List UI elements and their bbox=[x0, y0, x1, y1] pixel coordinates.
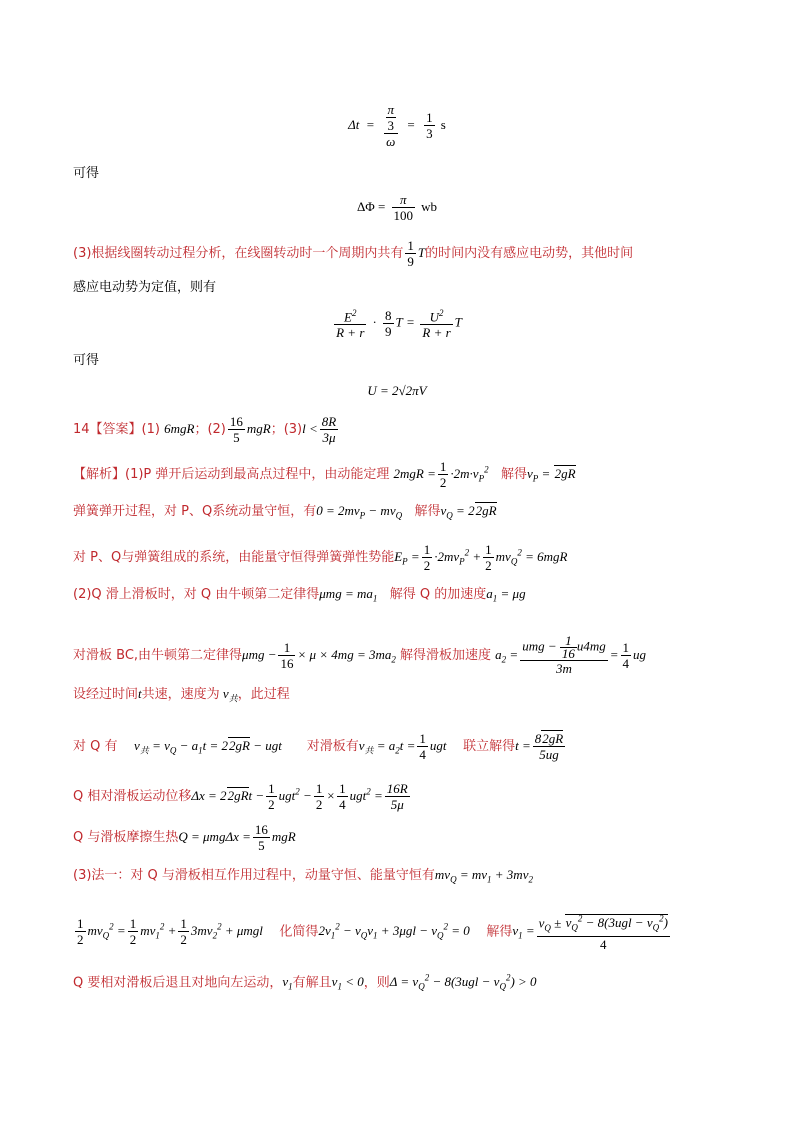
analysis-line-7: 对 Q 有 $v_共 = v_Q - a_1t = 22gR$ − ugt 对滑板有$v_共 = a_2t$ = $\frac{1}{4}$ ugt 联立解得t = $\frac{82gR}{5ug}$ bbox=[73, 731, 564, 762]
analysis-line-4: (2)Q 滑上滑板时，对 Q 由牛顿第二定律得$\mu mg = ma_1$ 解得 Q 的加速度$a_1 = \mu g$ bbox=[73, 586, 526, 604]
paragraph-part-3: (3)根据线圈转动过程分析，在线圈转动时一个周期内共有 $\frac{1}{9}$ T的时间内没有感应电动势，其他时间 bbox=[73, 238, 634, 269]
analysis-line-12: Q 要相对滑板后退且对地向左运动，$v_1$有解且$v_1 < 0$，则$\Delta = v_Q^2 - 8(3ugl - v_Q^2) > 0$ bbox=[73, 973, 537, 992]
analysis-line-10: (3)法一：对 Q 与滑板相互作用过程中，动量守恒、能量守恒有$mv_Q = mv_1 + 3mv_2$ bbox=[73, 867, 533, 885]
answer-14: 14【答案】(1) 6mgR；(2) $\frac{16}{5}$ mgR；(3)l < $\frac{8R}{3\mu}$ bbox=[73, 414, 337, 445]
equation-delta-t: Δt = $\frac{\frac{\pi}{3}}{\omega}$ = $\frac{1}{3}$ s bbox=[348, 102, 446, 149]
equation-energy-balance: $\frac{E^2}{R + r}$ · $\frac{8}{9}$ T = $\frac{U^2}{R + r}$ T bbox=[336, 307, 462, 341]
equation-U: U = 2√2πV bbox=[367, 383, 427, 398]
analysis-line-6: 设经过时间t共速，速度为 $v_共$，此过程 bbox=[73, 686, 290, 704]
analysis-line-2: 弹簧弹开过程，对 P、Q系统动量守恒，有$0 = 2mv_P - mv_Q$ 解得$v_Q = 22gR$ bbox=[73, 503, 497, 521]
text-kede-1: 可得 bbox=[73, 166, 100, 181]
analysis-line-8: Q 相对滑板运动位移Δx = 22gRt − $\frac{1}{2}$ ugt$^2$ − $\frac{1}{2}$ × $\frac{1}{4}$ ugt$^2$ = $\frac{16R}{5\mu}$ bbox=[73, 781, 408, 812]
analysis-line-5: 对滑板 BC,由牛顿第二定律得μmg − $\frac{1}{16}$ × $\mu \times 4mg = 3ma_2$ 解得滑板加速度 $a_2$ = umg − $\frac{1}{16}$ u4mg 3m = $\frac{1}{4}$ ug bbox=[73, 633, 647, 676]
analysis-line-1: 【解析】(1)P 弹开后运动到最高点过程中，由动能定理 2mgR = $\frac{1}{2}$ $\cdot 2m\cdot v_P^2$ 解得$v_P = 2gR$ bbox=[73, 459, 576, 490]
analysis-line-3: 对 P、Q与弹簧组成的系统，由能量守恒得弹簧弹性势能$E_P$ = $\frac{1}{2}$ $\cdot 2mv_P^2$ + $\frac{1}{2}$ $mv_Q^2 = 6mgR$ bbox=[73, 542, 568, 573]
paragraph-part-3-cont: 感应电动势为定值，则有 bbox=[73, 280, 217, 295]
analysis-line-9: Q 与滑板摩擦生热Q = μmgΔx = $\frac{16}{5}$ mgR bbox=[73, 822, 296, 853]
analysis-line-11: $\frac{1}{2}$ $mv_Q^2$ = $\frac{1}{2}$ $mv_1^2$ + $\frac{1}{2}$ $3mv_2^2 + \mu mgl$ 化简得$2v_1^2 - v_Qv_1 + 3\mu gl - v_Q^2 = 0$ 解得$v_1$ = $v_Q \pm v_Q^2 - 8(3ugl - v_Q^2)$ 4 bbox=[77, 914, 668, 952]
equation-delta-phi: ΔΦ = $\frac{\pi}{100}$ wb bbox=[356, 192, 438, 223]
text-kede-2: 可得 bbox=[73, 353, 100, 368]
